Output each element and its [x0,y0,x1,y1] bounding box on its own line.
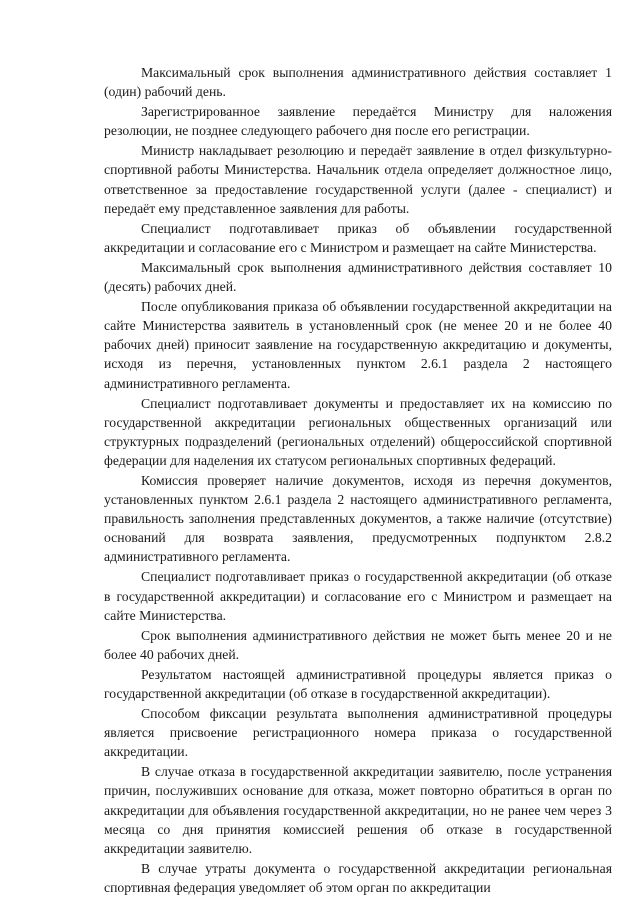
paragraph-3: Министр накладывает резолюцию и передаёт заявление в отдел физкультурно-спортивной работы Министерства. Начальник отдела определяет должностное лицо, ответственное за предоставление государственной услуги (далее - специалист) и передаёт ему представленное заявления для работы. [104,143,612,216]
paragraph-11: Результатом настоящей административной процедуры является приказ о государственной аккредитации (об отказе в государственной аккредитации). [104,666,612,701]
paragraph-2: Зарегистрированное заявление передаётся Министру для наложения резолюции, не позднее следующего рабочего дня после его регистрации. [104,104,612,139]
paragraph-14: В случае утраты документа о государственной аккредитации региональная спортивная федерация уведомляет об этом орган по аккредитации [104,860,612,895]
paragraph-10: Срок выполнения административного действия не может быть менее 20 и не более 40 рабочих дней. [104,627,612,662]
paragraph-4: Специалист подготавливает приказ об объявлении государственной аккредитации и согласование его с Министром и размещает на сайте Министерства. [104,220,612,255]
paragraph-6: После опубликования приказа об объявлении государственной аккредитации на сайте Министерства заявитель в установленный срок (не менее 20 и не более 40 рабочих дней) приносит заявление на государственную аккредитацию и документы, исходя из перечня, установленных пунктом 2.6.1 раздела 2 настоящего административного регламента. [104,299,612,391]
paragraph-7: Специалист подготавливает документы и предоставляет их на комиссию по государственной аккредитации региональных общественных организаций или структурных подразделений (региональных отделений) общероссийской спортивной федерации для наделения их статусом региональных спортивных федераций. [104,395,612,468]
paragraph-9: Специалист подготавливает приказ о государственной аккредитации (об отказе в государственной аккредитации) и согласование его с Министром и размещает на сайте Министерства. [104,569,612,623]
paragraph-1: Максимальный срок выполнения административного действия составляет 1 (один) рабочий день. [104,65,612,100]
paragraph-12: Способом фиксации результата выполнения административной процедуры является присвоение регистрационного номера приказа о государственной аккредитации. [104,706,612,760]
paragraph-13: В случае отказа в государственной аккредитации заявителю, после устранения причин, послуживших основание для отказа, может повторно обратиться в орган по аккредитации для объявления государственной аккредитации, но не ранее чем через 3 месяца со дня принятия комиссией решения об отказе в государственной аккредитации заявителю. [104,764,612,856]
paragraph-5: Максимальный срок выполнения административного действия составляет 10 (десять) рабочих дней. [104,259,612,295]
paragraph-8: Комиссия проверяет наличие документов, исходя из перечня документов, установленных пунктом 2.6.1 раздела 2 настоящего административного регламента, правильность заполнения представленных документов, а также наличие (отсутствие) оснований для возврата заявления, предусмотренных подпунктом 2.8.2 административного регламента. [104,472,612,565]
